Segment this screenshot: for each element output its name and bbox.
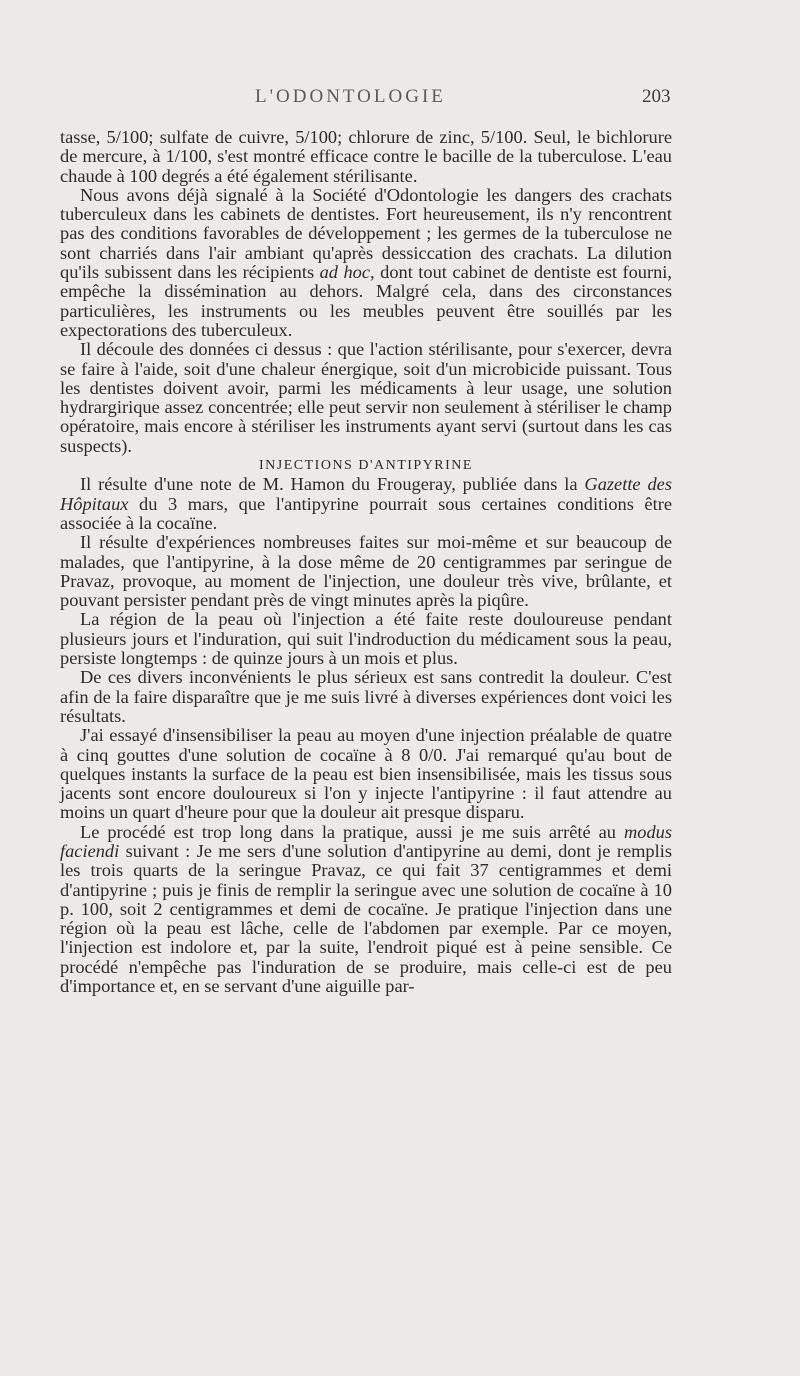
paragraph-text: Le procédé est trop long dans la pratique, aussi je me suis arrêté au (80, 821, 624, 842)
running-title: L'ODONTOLOGIE (255, 86, 446, 107)
italic-term: ad hoc (319, 262, 371, 283)
paragraph-text: du 3 mars, que l'antipyrine pourrait sous certaines conditions être associée à la cocaïne. (60, 493, 672, 533)
paragraph-text: , dont tout cabinet de dentiste est fourni, empêche la dissémination au dehors. Malgré cela, dans des circonstances particulières, les instruments ou les meubles peuvent être souillés par les expectorations des tuberculeux. (60, 262, 672, 340)
paragraph-region: La région de la peau où l'injection a été faite reste douloureuse pendant plusieurs jours et l'induration, qui suit l'indroduction du médicament sous la peau, persiste longtemps : de quinze jours à un mois et plus. (60, 609, 672, 669)
paragraph-essai: J'ai essayé d'insensibiliser la peau au moyen d'une injection préalable de quatre à cinq gouttes d'une solution de cocaïne à 8 0/0. J'ai remarqué qu'au bout de quelques instants la surface de la peau est bien insensibilisée, mais les tissus sous jacents sont encore douloureux si l'on y injecte l'antipyrine : il faut attendre au moins un quart d'heure pour que la douleur ait presque disparu. (60, 725, 672, 823)
page-number: 203 (642, 86, 671, 107)
paragraph-text: Il résulte d'une note de M. Hamon du Frougeray, publiée dans la (80, 474, 585, 495)
paragraph-conclusion: Il découle des données ci dessus : que l'action stérilisante, pour s'exercer, devra se faire à l'aide, soit d'une chaleur énergique, soit d'un microbicide puissant. Tous les dentistes doivent avoir, parmi les médicaments à leur usage, une solution hydrargirique assez concentrée; elle peut servir non seulement à stériliser le champ opératoire, mais encore à stériliser les instruments ayant servi (surtout dans les cas suspects). (60, 339, 672, 456)
italic-term: modus faciendi (60, 821, 672, 861)
paragraph-note (60, 475, 672, 533)
page-body (60, 128, 672, 996)
paragraph-procede (60, 823, 672, 997)
italic-journal: Gazette des Hôpitaux (60, 474, 672, 514)
paragraph-text: Nous avons déjà signalé à la Société d'Odontologie les dangers des crachats tuberculeux dans les cabinets de dentistes. Fort heureusement, ils n'y rencontrent pas des conditions favorables de développement ; les germes de la tuberculose ne sont charriés dans l'air ambiant qu'après dessiccation des crachats. La dilution qu'ils subissent dans les récipients (60, 184, 672, 283)
paragraph-douleur: De ces divers inconvénients le plus sérieux est sans contredit la douleur. C'est afin de la faire disparaître que je me suis livré à diverses expériences dont voici les résultats. (60, 667, 672, 726)
paragraph-text: suivant : Je me sers d'une solution d'antipyrine au demi, dont je remplis les trois quarts de la seringue Pravaz, ce qui fait 37 centigrammes et demi d'antipyrine ; puis je finis de remplir la seringue avec une solution de cocaïne à 10 p. 100, soit 2 centigrammes et demi de cocaïne. Je pratique l'injection dans une région où la peau est lâche, celle de l'abdomen par exemple. Par ce moyen, l'injection est indolore et, par la suite, l'endroit piqué est à peine sensible. Ce procédé n'empêche pas l'induration de se produire, mais celle-ci est de peu d'importance et, en se servant d'une aiguille par- (60, 840, 672, 997)
paragraph-crachats (60, 186, 672, 340)
paragraph-experiences: Il résulte d'expériences nombreuses faites sur moi-même et sur beaucoup de malades, que l'antipyrine, à la dose même de 20 centigrammes par seringue de Pravaz, provoque, au moment de l'injection, une douleur très vive, brûlante, et pouvant persister pendant près de vingt minutes après la piqûre. (60, 532, 672, 611)
paragraph-continued: tasse, 5/100; sulfate de cuivre, 5/100; chlorure de zinc, 5/100. Seul, le bichlorure de mercure, à 1/100, s'est montré efficace contre le bacille de la tuberculose. L'eau chaude à 100 degrés a été également stérilisante. (60, 127, 672, 186)
section-heading: INJECTIONS D'ANTIPYRINE (259, 458, 473, 474)
